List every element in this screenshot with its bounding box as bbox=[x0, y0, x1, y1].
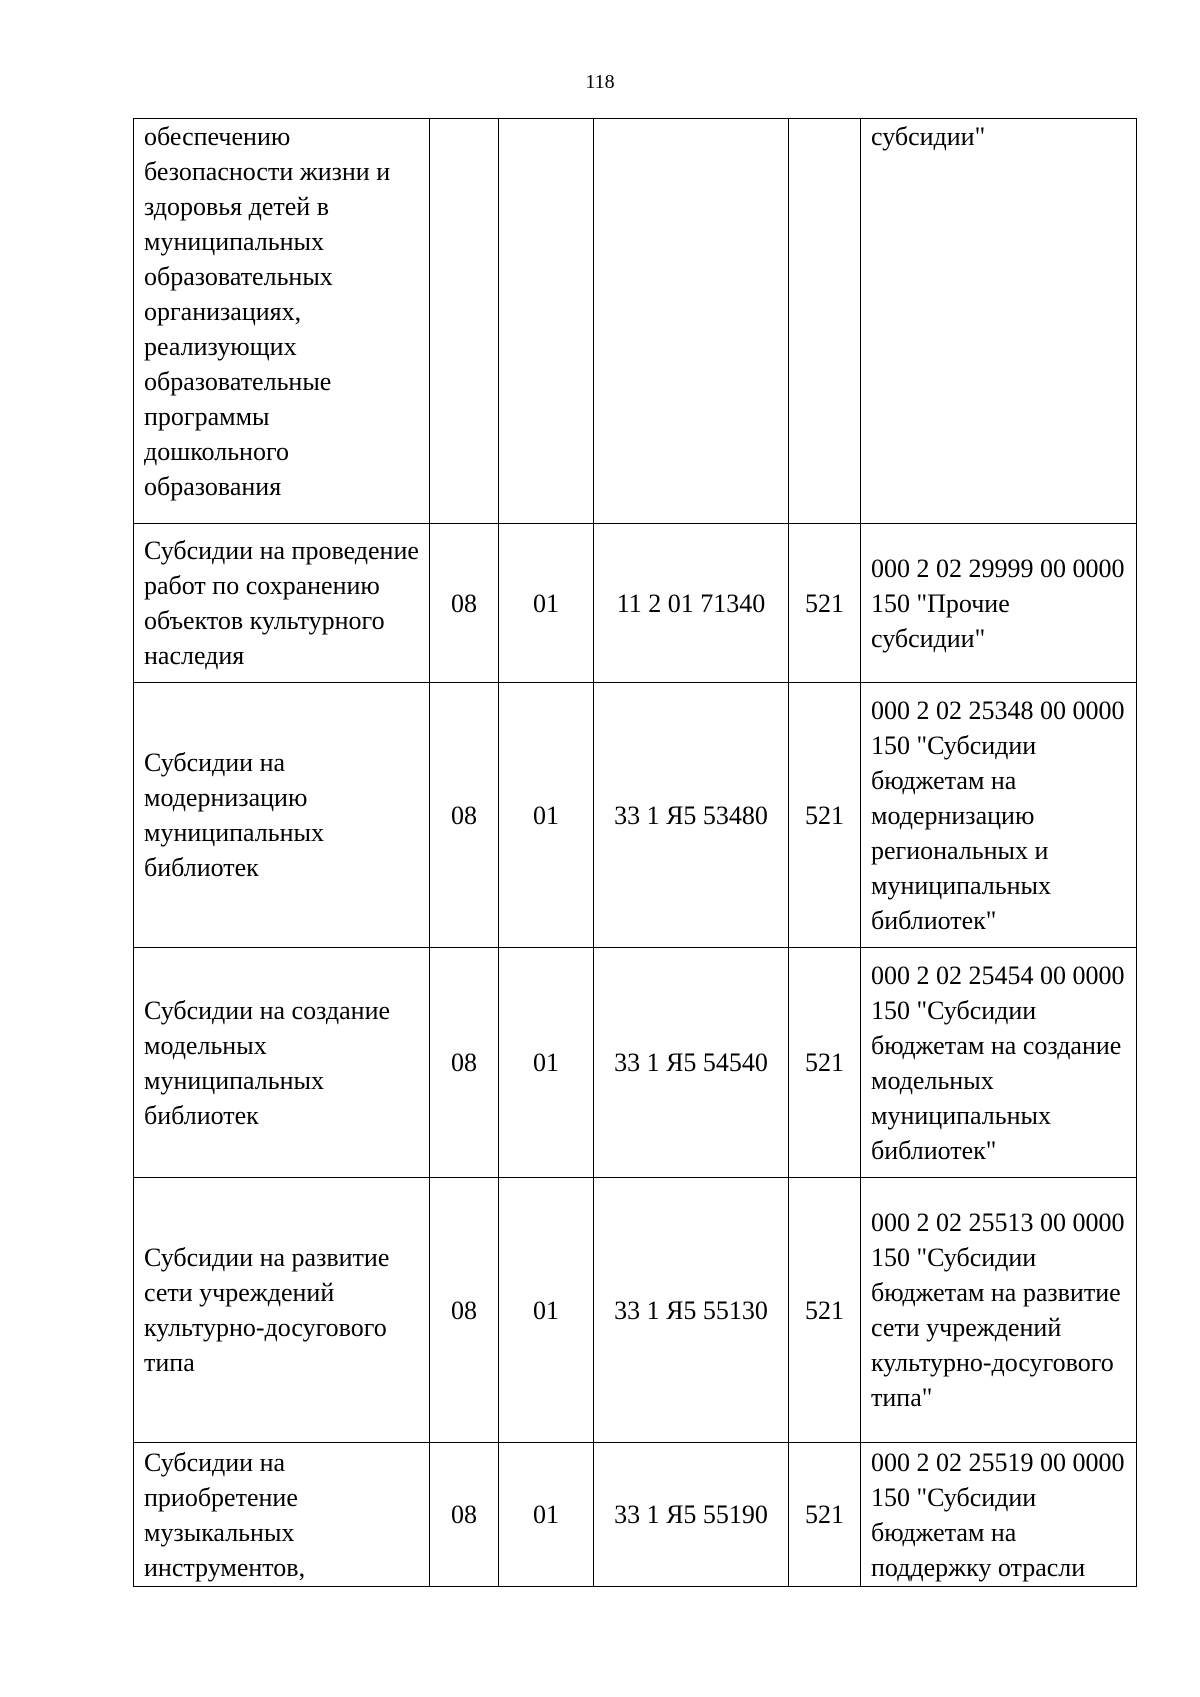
subsection-code-cell bbox=[499, 119, 594, 524]
expense-type-cell bbox=[789, 119, 861, 524]
revenue-code-cell: 000 2 02 29999 00 0000 150 "Прочие субсидии" bbox=[861, 524, 1137, 683]
target-article-cell: 33 1 Я5 54540 bbox=[594, 948, 789, 1178]
target-article-cell: 33 1 Я5 55130 bbox=[594, 1178, 789, 1443]
revenue-code-cell: 000 2 02 25519 00 0000 150 "Субсидии бюджетам на поддержку отрасли bbox=[861, 1443, 1137, 1587]
table-row bbox=[134, 1443, 1137, 1587]
table-row bbox=[134, 948, 1137, 1178]
expense-type-cell: 521 bbox=[789, 683, 861, 948]
subsection-code-cell: 01 bbox=[499, 1178, 594, 1443]
section-code-cell: 08 bbox=[430, 1178, 499, 1443]
expense-type-cell: 521 bbox=[789, 948, 861, 1178]
section-code-cell: 08 bbox=[430, 1443, 499, 1587]
row-name-cell: Субсидии на развитие сети учреждений культурно-досугового типа bbox=[134, 1178, 430, 1443]
section-code-cell: 08 bbox=[430, 524, 499, 683]
section-code-cell: 08 bbox=[430, 683, 499, 948]
table-row bbox=[134, 1178, 1137, 1443]
subsidies-table bbox=[133, 118, 1137, 1587]
revenue-code-cell: 000 2 02 25513 00 0000 150 "Субсидии бюджетам на развитие сети учреждений культурно-досугового типа" bbox=[861, 1178, 1137, 1443]
subsection-code-cell: 01 bbox=[499, 948, 594, 1178]
row-name-cell: Субсидии на проведение работ по сохранению объектов культурного наследия bbox=[134, 524, 430, 683]
revenue-code-cell: субсидии" bbox=[861, 119, 1137, 524]
target-article-cell bbox=[594, 119, 789, 524]
table-row bbox=[134, 683, 1137, 948]
row-name-cell: Субсидии на приобретение музыкальных инструментов, bbox=[134, 1443, 430, 1587]
section-code-cell bbox=[430, 119, 499, 524]
section-code-cell: 08 bbox=[430, 948, 499, 1178]
page-number: 118 bbox=[585, 71, 615, 93]
subsection-code-cell: 01 bbox=[499, 524, 594, 683]
table-row bbox=[134, 524, 1137, 683]
subsection-code-cell: 01 bbox=[499, 683, 594, 948]
expense-type-cell: 521 bbox=[789, 1443, 861, 1587]
target-article-cell: 11 2 01 71340 bbox=[594, 524, 789, 683]
target-article-cell: 33 1 Я5 55190 bbox=[594, 1443, 789, 1587]
row-name-cell: Субсидии на создание модельных муниципальных библиотек bbox=[134, 948, 430, 1178]
table-row bbox=[134, 119, 1137, 524]
subsection-code-cell: 01 bbox=[499, 1443, 594, 1587]
revenue-code-cell: 000 2 02 25348 00 0000 150 "Субсидии бюджетам на модернизацию региональных и муниципальных библиотек" bbox=[861, 683, 1137, 948]
target-article-cell: 33 1 Я5 53480 bbox=[594, 683, 789, 948]
expense-type-cell: 521 bbox=[789, 1178, 861, 1443]
row-name-cell: обеспечению безопасности жизни и здоровья детей в муниципальных образовательных организациях, реализующих образовательные программы дошкольного образования bbox=[134, 119, 430, 524]
revenue-code-cell: 000 2 02 25454 00 0000 150 "Субсидии бюджетам на создание модельных муниципальных библиотек" bbox=[861, 948, 1137, 1178]
expense-type-cell: 521 bbox=[789, 524, 861, 683]
row-name-cell: Субсидии на модернизацию муниципальных библиотек bbox=[134, 683, 430, 948]
